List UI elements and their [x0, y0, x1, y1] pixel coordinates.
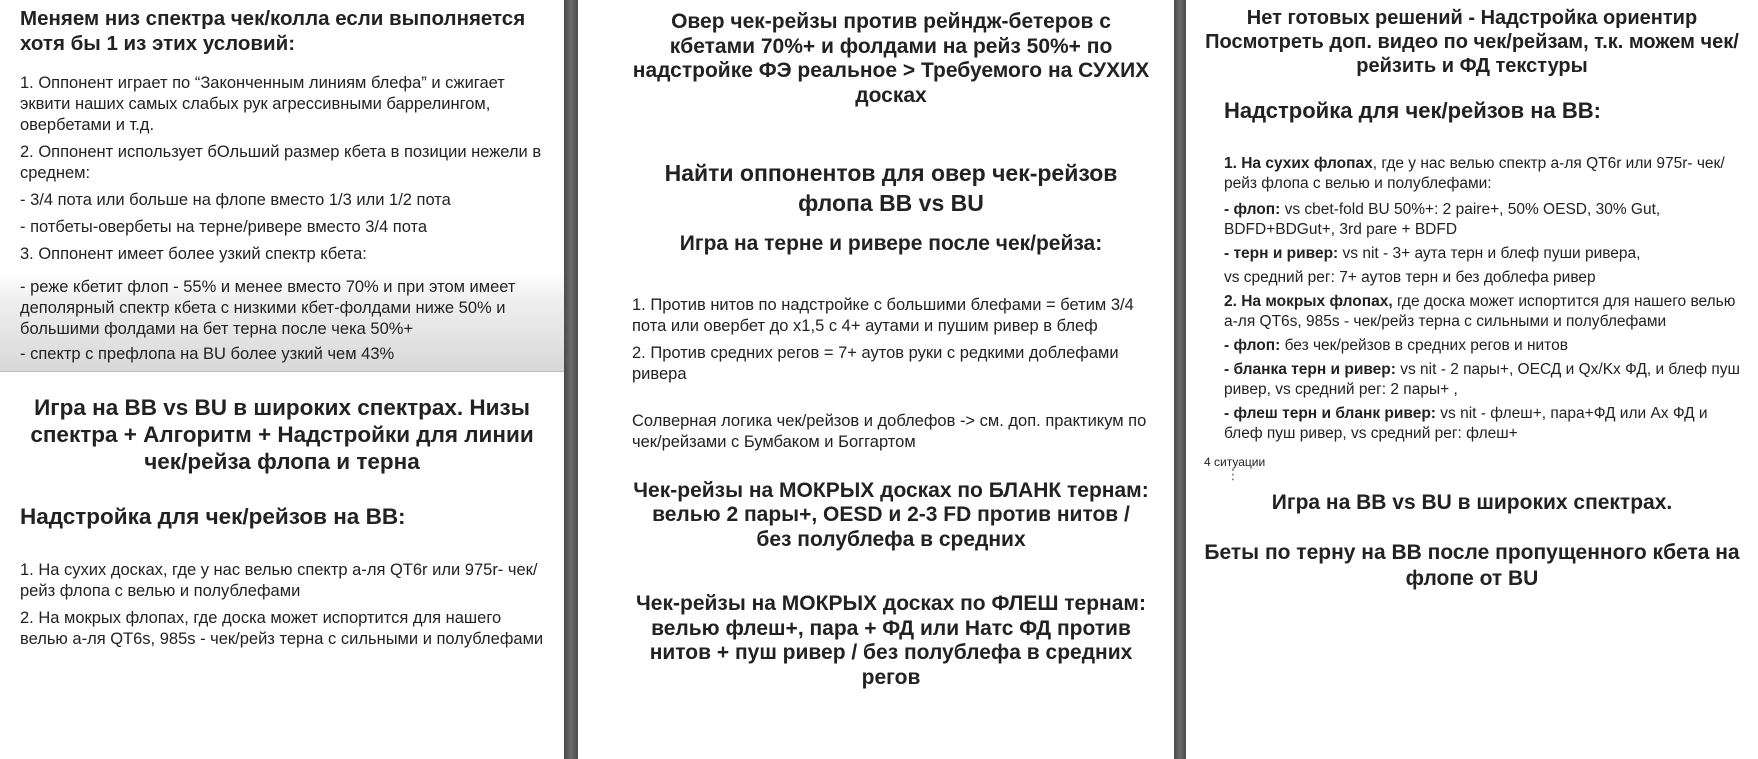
column-middle: [578, 0, 1174, 759]
column-divider: [564, 0, 578, 759]
item-text: , где у нас велью спектр а-ля QT6r или 975r- чек/рейз флопа с велью и полублефами:: [1224, 155, 1725, 192]
column-divider: [1174, 0, 1186, 759]
list-item: 1. На сухих досках, где у нас велью спектр а-ля QT6r или 975r- чек/рейз флопа с велью и полублефами: [20, 561, 538, 600]
highlighted-block: [0, 271, 564, 372]
item-text: где доска может испортится для нашего велью а-ля QT6s, 985s - чек/рейз терна с сильными и полублефами: [1224, 293, 1736, 330]
list-item: - потбеты-овербеты на терне/ривере вместо 3/4 пота: [20, 218, 428, 236]
small-note: 4 ситуации: [1204, 455, 1266, 469]
item-text: без чек/рейзов в средних регов и нитов: [1280, 337, 1568, 354]
item-text: vs nit - флеш+, пара+ФД или Ах ФД и блеф пуш ривер, vs средний рег: флеш+: [1224, 405, 1708, 442]
section-heading: Чек-рейзы на МОКРЫХ досках по БЛАНК тернам: велью 2 пары+, OESD и 2-3 FD против нитов / без полублефа в средних: [633, 478, 1149, 551]
list-item: 1. Оппонент играет по “Законченным линиям блефа” и сжигает эквити наших самых слабых рук агрессивными баррелингом, овербетами и т.д.: [20, 74, 505, 134]
list-item: vs средний рег: 7+ аутов терн и без доблефа ривер: [1224, 269, 1596, 286]
item-text: vs nit - 3+ аута терн и блеф пуши ривера,: [1338, 245, 1641, 262]
list-item: [1224, 200, 1740, 240]
item-bold-label: 1. На сухих флопах: [1224, 155, 1373, 172]
list-item: [1224, 292, 1740, 332]
section-heading: Беты по терну на BB после пропущенного кбета на флопе от BU: [1204, 541, 1740, 590]
list-item: 2. На мокрых флопах, где доска может испортится для нашего велью а-ля QT6s, 985s - чек/рейз терна с сильными и полублефами: [20, 609, 544, 648]
item-text: vs nit - 2 пары+, ОЕСД и Qx/Kx ФД, и блеф пуш ривер, vs средний рег: 2 пары+ ,: [1224, 361, 1740, 398]
item-bold-label: - флоп:: [1224, 201, 1281, 218]
section-heading: Надстройка для чек/рейзов на BB:: [20, 504, 406, 529]
section-heading: Игра на терне и ривере после чек/рейза:: [679, 232, 1103, 255]
list-item: [1224, 154, 1740, 194]
section-heading: Игра на BB vs BU в широких спектрах.: [1271, 491, 1673, 514]
list-item: 2. Оппонент использует бОльший размер кбета в позиции нежели в среднем:: [20, 143, 542, 182]
item-bold-label: - флоп:: [1224, 337, 1281, 354]
solver-note: Солверная логика чек/рейзов и доблефов -> см. доп. практикум по чек/рейзами с Бумбаком и Боггартом: [632, 411, 1147, 451]
list-item: 2. Против средних регов = 7+ аутов руки с редкими доблефами ривера: [632, 343, 1119, 383]
right-title: Нет готовых решений - Надстройка ориентир Посмотреть доп. видео по чек/рейзам, т.к. можем чек/рейзить и ФД текстуры: [1205, 7, 1739, 77]
section-heading: Чек-рейзы на МОКРЫХ досках по ФЛЕШ тернам: велью флеш+, пара + ФД или Натс ФД против нитов + пуш ривер / без полублефа в средних регов: [636, 592, 1146, 689]
drag-handle-icon[interactable]: ⋮: [1226, 466, 1240, 482]
section-heading: Найти оппонентов для овер чек-рейзов флопа BB vs BU: [664, 160, 1118, 216]
column-left: [0, 0, 564, 759]
list-item: - спектр с префлопа на BU более узкий чем 43%: [20, 345, 395, 363]
item-bold-label: - терн и ривер:: [1224, 245, 1339, 262]
item-bold-label: - флеш терн и бланк ривер:: [1224, 405, 1436, 422]
item-bold-label: 2. На мокрых флопах,: [1224, 293, 1393, 310]
list-item: [1224, 336, 1740, 356]
list-item: [1224, 360, 1740, 400]
list-item: [1224, 404, 1740, 444]
list-item: - 3/4 пота или больше на флопе вместо 1/3 или 1/2 пота: [20, 191, 451, 209]
column-right: [1186, 0, 1758, 759]
list-item: - реже кбетит флоп - 55% и менее вместо 70% и при этом имеет деполярный спектр кбета с низкими кбет-фолдами ниже 50% и большими фолдами на бет терна после чека 50%+: [20, 278, 516, 338]
list-item: [1224, 244, 1740, 264]
list-item: 3. Оппонент имеет более узкий спектр кбета:: [20, 245, 367, 263]
left-title: Меняем низ спектра чек/колла если выполняется хотя бы 1 из этих условий:: [20, 7, 526, 55]
section-heading: Овер чек-рейзы против рейндж-бетеров с кбетами 70%+ и фолдами на рейз 50%+ по надстройке ФЭ реальное > Требуемого на СУХИХ досках: [632, 10, 1150, 107]
item-text: vs cbet-fold BU 50%+: 2 paire+, 50% OESD, 30% Gut, BDFD+BDGut+, 3rd pare + BDFD: [1224, 201, 1661, 238]
section-heading: Игра на BB vs BU в широких спектрах. Низы спектра + Алгоритм + Надстройки для линии чек/рейза флопа и терна: [30, 395, 534, 474]
list-item: 1. Против нитов по надстройке с большими блефами = бетим 3/4 пота или овербет до х1,5 с 4+ аутами и пушим ривер в блеф: [632, 295, 1134, 335]
item-bold-label: - бланка терн и ривер:: [1224, 361, 1396, 378]
section-heading: Надстройка для чек/рейзов на BB:: [1224, 98, 1601, 123]
